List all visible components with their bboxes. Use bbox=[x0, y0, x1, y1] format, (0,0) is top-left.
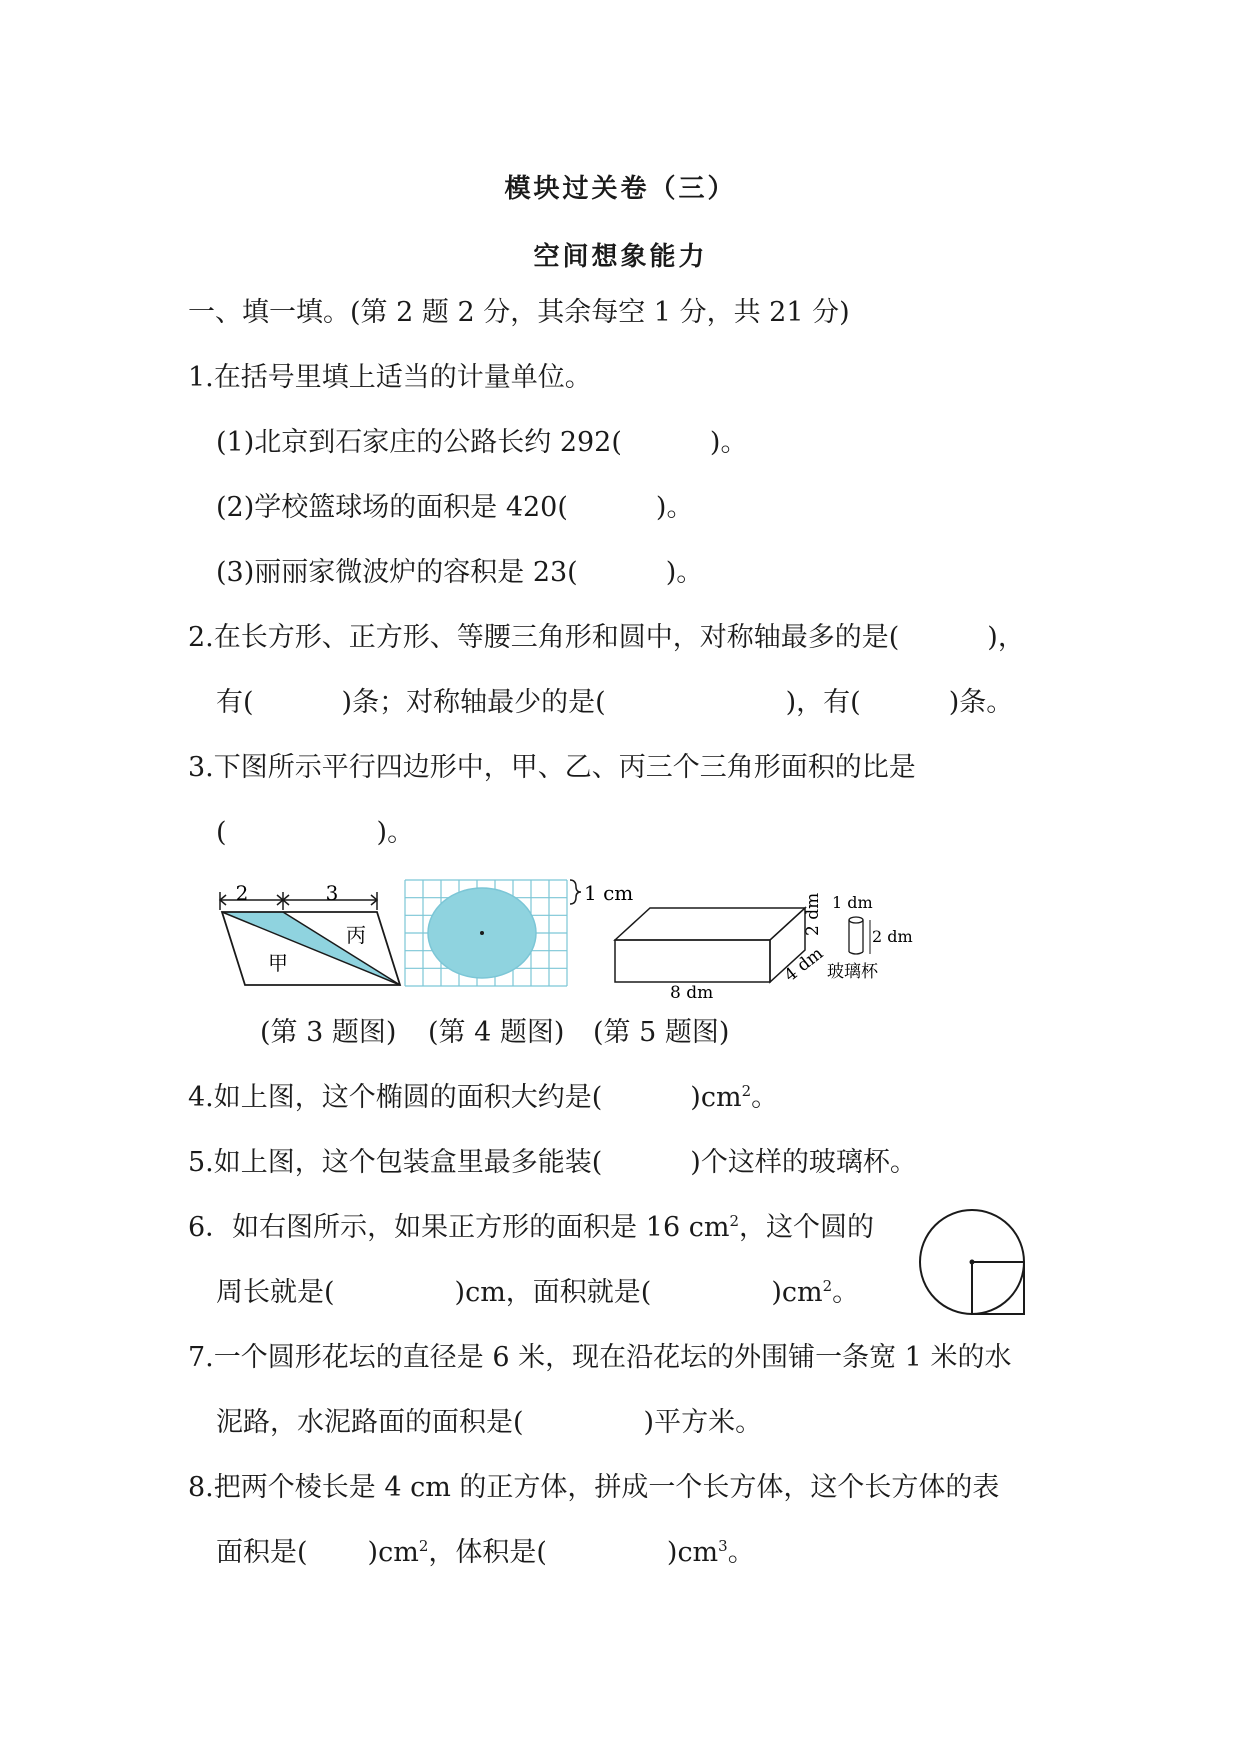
page-title: 模块过关卷（三） bbox=[504, 174, 737, 204]
q2-stem: 2.在长方形、正方形、等腰三角形和圆中，对称轴最多的是( bbox=[188, 622, 900, 653]
fig5-box bbox=[615, 893, 827, 1000]
q5-stem: 5.如上图，这个包装盒里最多能装( bbox=[188, 1147, 603, 1178]
q2-text-2: )条；对称轴最少的是( bbox=[341, 687, 606, 718]
caption-fig4: (第 4 题图) bbox=[428, 1017, 565, 1048]
q4-line bbox=[188, 1081, 778, 1115]
q8-line-2 bbox=[216, 1536, 755, 1570]
q6-stem-end: ，这个圆的 bbox=[738, 1212, 874, 1243]
figures-row bbox=[210, 870, 970, 1000]
q1-stem: 1.在括号里填上适当的计量单位。 bbox=[188, 362, 592, 393]
q7-text-2: )平方米。 bbox=[643, 1407, 763, 1438]
q1-b-pre: (2)学校篮球场的面积是 420( bbox=[216, 492, 568, 523]
q7-line-2 bbox=[216, 1406, 762, 1440]
fig3-dim-a: 2 bbox=[235, 881, 249, 905]
q7-text-1: 泥路，水泥路面的面积是( bbox=[216, 1407, 524, 1438]
page-subtitle: 空间想象能力 bbox=[533, 242, 708, 272]
q3-close: )。 bbox=[376, 817, 415, 848]
q8-text-5: 。 bbox=[727, 1537, 755, 1568]
q8-text-2: )cm bbox=[367, 1537, 419, 1568]
q6-circle-square-figure bbox=[918, 1206, 1034, 1322]
q2-line-1 bbox=[188, 621, 1025, 655]
q1-a-pre: (1)北京到石家庄的公路长约 292( bbox=[216, 427, 622, 458]
fig5-cup-diameter: 1 dm bbox=[832, 893, 873, 912]
fig3-parallelogram bbox=[220, 881, 400, 985]
q2-punct: )， bbox=[987, 622, 1025, 653]
q6-exponent-1: 2 bbox=[729, 1212, 739, 1230]
caption-fig5: (第 5 题图) bbox=[593, 1017, 730, 1048]
fig5-cup bbox=[827, 893, 913, 982]
section-heading: 一、填一填。(第 2 题 2 分，其余每空 1 分，共 21 分) bbox=[188, 297, 850, 328]
q4-unit: )cm bbox=[690, 1082, 742, 1113]
q1-c-pre: (3)丽丽家微波炉的容积是 23( bbox=[216, 557, 578, 588]
q6-text-3: )cm bbox=[771, 1277, 823, 1308]
q6-text-4: 。 bbox=[832, 1277, 860, 1308]
q2-text-3: )，有( bbox=[785, 687, 861, 718]
q6-exponent-2: 2 bbox=[822, 1277, 833, 1295]
q8-text-3: ，体积是( bbox=[428, 1537, 547, 1568]
q5-end: )个这样的玻璃杯。 bbox=[690, 1147, 917, 1178]
q3-line-2 bbox=[216, 816, 414, 850]
q1-item-3 bbox=[216, 556, 703, 590]
q1-a-post: )。 bbox=[709, 427, 748, 458]
q6-text-1: 周长就是( bbox=[216, 1277, 335, 1308]
q6-text-2: )cm，面积就是( bbox=[454, 1277, 652, 1308]
fig5-height: 2 dm bbox=[803, 892, 823, 936]
q4-stem: 4.如上图，这个椭圆的面积大约是( bbox=[188, 1082, 603, 1113]
q8-exponent-1: 2 bbox=[418, 1537, 429, 1555]
q6-stem: 6．如右图所示，如果正方形的面积是 16 cm bbox=[188, 1212, 730, 1243]
q1-item-2 bbox=[216, 491, 693, 525]
q3-line-1: 3.下图所示平行四边形中，甲、乙、丙三个三角形面积的比是 bbox=[188, 752, 916, 783]
q8-text-1: 面积是( bbox=[216, 1537, 308, 1568]
fig3-dim-b: 3 bbox=[325, 881, 339, 905]
fig4-grid-ellipse bbox=[405, 880, 633, 986]
fig5-length: 8 dm bbox=[670, 983, 714, 1000]
q8-line-1: 8.把两个棱长是 4 cm 的正方体，拼成一个长方体，这个长方体的表 bbox=[188, 1472, 1000, 1503]
q1-b-post: )。 bbox=[655, 492, 694, 523]
q4-end: 。 bbox=[751, 1082, 779, 1113]
fig3-label-jia: 甲 bbox=[268, 951, 288, 975]
fig3-label-bing: 丙 bbox=[346, 923, 366, 947]
q6-line-2 bbox=[216, 1276, 859, 1310]
q1-item-1 bbox=[216, 426, 747, 460]
q7-line-1: 7.一个圆形花坛的直径是 6 米，现在沿花坛的外围铺一条宽 1 米的水 bbox=[188, 1342, 1012, 1373]
fig5-width: 4 dm bbox=[780, 943, 828, 986]
q8-exponent-2: 3 bbox=[718, 1537, 728, 1555]
q6-line-1 bbox=[188, 1211, 874, 1245]
q5-line bbox=[188, 1146, 917, 1180]
q2-text-4: )条。 bbox=[948, 687, 1014, 718]
q4-exponent: 2 bbox=[741, 1082, 752, 1100]
q2-text-1: 有( bbox=[216, 687, 254, 718]
q3-open: ( bbox=[216, 817, 227, 848]
q1-c-post: )。 bbox=[665, 557, 704, 588]
q8-text-4: )cm bbox=[666, 1537, 719, 1568]
fig5-cup-label: 玻璃杯 bbox=[827, 962, 878, 982]
q2-line-2 bbox=[216, 686, 1013, 720]
fig4-unit-label: 1 cm bbox=[584, 881, 634, 905]
caption-fig3: (第 3 题图) bbox=[260, 1017, 397, 1048]
fig5-cup-height: 2 dm bbox=[872, 927, 913, 946]
